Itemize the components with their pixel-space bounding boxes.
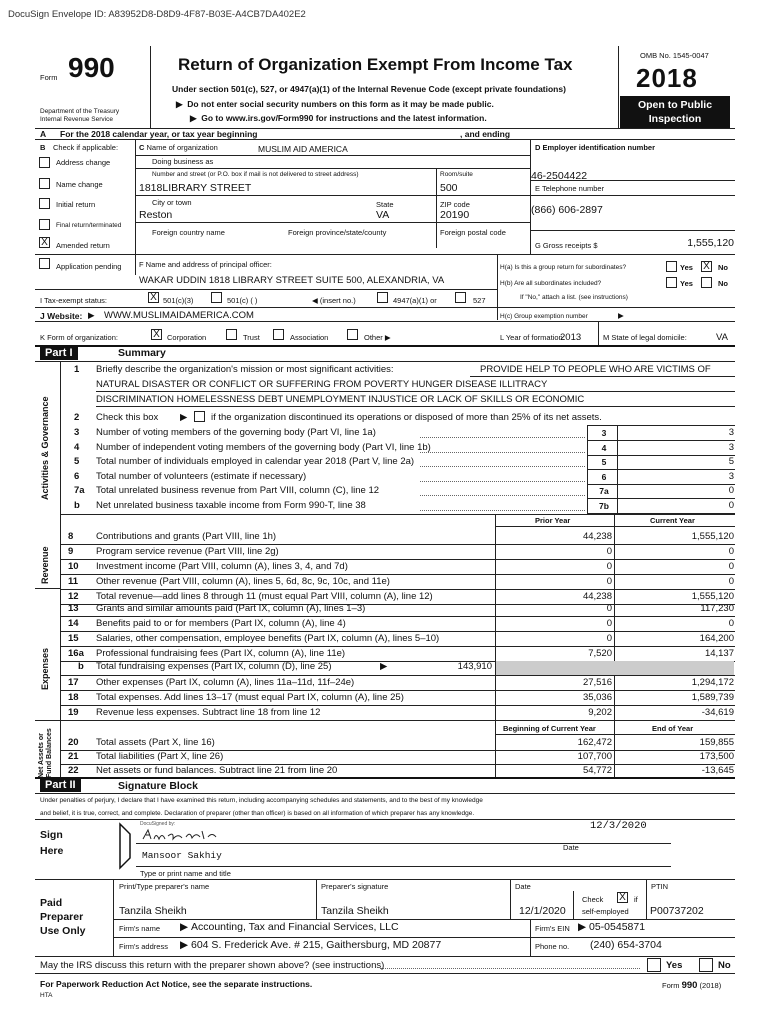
- exp2-current-value: 1,294,172: [691, 677, 734, 688]
- line-number: b: [74, 499, 80, 511]
- other-label: Other: [364, 333, 383, 342]
- net-current-value: 159,855: [699, 737, 734, 748]
- legal-domicile-label: M State of legal domicile:: [603, 333, 687, 342]
- exp-current-value: 117,230: [700, 603, 734, 614]
- self-employed-label: self-employed: [582, 907, 629, 916]
- gov-line-box: 7a: [599, 486, 609, 496]
- rev-prior-value: 44,238: [582, 591, 612, 602]
- address-change-label: Address change: [56, 158, 111, 167]
- foreign-postal-label: Foreign postal code: [440, 228, 506, 237]
- zip-value: 20190: [440, 209, 470, 221]
- preparer-label: Preparer: [40, 911, 84, 923]
- exp2-line-text: Other expenses (Part IX, column (A), lines 11a–11d, 11f–24e): [96, 677, 355, 688]
- discuss-yes-label: Yes: [666, 960, 683, 971]
- line-number: 10: [68, 561, 79, 572]
- rev-prior-value: 44,238: [582, 531, 612, 542]
- state-label: State: [376, 200, 394, 209]
- line-number: 16a: [68, 648, 84, 659]
- exp2-current-value: -34,619: [701, 707, 734, 718]
- group-return-yes-checkbox[interactable]: [666, 261, 677, 272]
- gov-line-value: 5: [728, 456, 734, 467]
- dba-label: Doing business as: [152, 157, 214, 166]
- phone-value: (866) 606-2897: [531, 204, 603, 216]
- net-current-value: -13,645: [701, 765, 734, 776]
- 501c3-checkbox[interactable]: X: [148, 292, 159, 303]
- 527-checkbox[interactable]: [455, 292, 466, 303]
- gov-line-box: 7b: [599, 500, 609, 511]
- subordinates-no-label: No: [718, 279, 728, 288]
- form-number: 990: [68, 52, 115, 83]
- preparer-date-label: Date: [515, 882, 531, 891]
- c-label: C: [139, 143, 145, 152]
- subordinates-yes-label: Yes: [680, 279, 693, 288]
- ssn-warning: Do not enter social security numbers on this form as it may be made public.: [187, 99, 494, 109]
- amended-return-label: Amended return: [56, 241, 110, 250]
- rev-prior-value: 0: [606, 546, 612, 557]
- line-number: 6: [74, 470, 80, 482]
- rev-current-value: 0: [728, 561, 734, 572]
- gov-line-text: Net unrelated business taxable income from Form 990-T, line 38: [96, 499, 366, 511]
- gov-line-text: Number of independent voting members of the governing body (Part VI, line 1b): [96, 441, 431, 453]
- exp-line-text: Professional fundraising fees (Part IX, column (A), line 11e): [96, 648, 346, 659]
- gov-line-value: 0: [728, 485, 734, 496]
- line-number: 21: [68, 751, 79, 762]
- 501c3-label: 501(c)(3): [163, 296, 194, 305]
- use-only-label: Use Only: [40, 925, 86, 937]
- insert-no-label: (insert no.): [319, 296, 356, 305]
- prior-year-header: Prior Year: [535, 516, 571, 525]
- omb-number: OMB No. 1545-0047: [640, 51, 709, 60]
- exp2-line-text: Revenue less expenses. Subtract line 18 from line 12: [96, 707, 321, 718]
- footer-form-number: 990: [681, 980, 698, 991]
- mission-line-2: NATURAL DISASTER OR CONFLICT OR SUFFERING FROM POVERTY HUNGER DISEASE ILLITRACY: [96, 379, 548, 390]
- trust-checkbox[interactable]: [226, 329, 237, 340]
- line-16b-value: 143,910: [457, 661, 492, 672]
- irs-discuss-question: May the IRS discuss this return with the preparer shown above? (see instructions): [40, 960, 385, 971]
- org-name-value: MUSLIM AID AMERICA: [258, 144, 348, 154]
- exp-line-text: Salaries, other compensation, employee benefits (Part IX, column (A), lines 5–10): [96, 633, 440, 644]
- line-number: 20: [68, 737, 79, 748]
- org-form-label: K Form of organization:: [40, 333, 118, 342]
- room-label: Room/suite: [440, 171, 473, 178]
- rev-current-value: 0: [728, 546, 734, 557]
- discontinued-checkbox[interactable]: [194, 411, 205, 422]
- form-label: Form: [40, 73, 58, 82]
- firm-phone-value: (240) 654-3704: [590, 939, 662, 951]
- gov-line-value: 3: [728, 427, 734, 438]
- officer-signature: [140, 827, 220, 843]
- expenses-side-label: Expenses: [40, 647, 50, 690]
- footer-form-label: Form: [662, 981, 680, 990]
- line-number: 9: [68, 546, 74, 557]
- gov-line-box: 3: [601, 428, 607, 438]
- discontinued-label: Check this box: [96, 412, 159, 423]
- line-number: 11: [68, 576, 79, 587]
- exp2-prior-value: 35,036: [582, 692, 612, 703]
- exp-prior-value: 7,520: [588, 648, 612, 659]
- ptin-value: P00737202: [650, 905, 704, 917]
- net-prior-value: 162,472: [577, 737, 612, 748]
- mission-line-1: PROVIDE HELP TO PEOPLE WHO ARE VICTIMS OF: [480, 364, 711, 375]
- net-prior-value: 54,772: [582, 765, 612, 776]
- ein-label: D Employer identification number: [535, 143, 656, 152]
- line-number: 22: [68, 765, 79, 776]
- org-name-label: Name of organization: [146, 143, 218, 152]
- website-label: J Website:: [40, 311, 83, 321]
- rev-line-text: Investment income (Part VIII, column (A), lines 3, 4, and 7d): [96, 561, 348, 572]
- gross-receipts-label: G Gross receipts $: [535, 241, 598, 250]
- firm-address-label: Firm's address: [119, 942, 168, 951]
- line-number: 18: [68, 692, 79, 703]
- line-number: 3: [74, 427, 80, 438]
- net-assets-side-label: Net Assets or Fund Balances: [38, 728, 53, 778]
- sign-label: Sign: [40, 829, 63, 841]
- gov-line-value: 3: [728, 441, 734, 453]
- phone-label: E Telephone number: [535, 184, 605, 193]
- 527-label: 527: [473, 296, 486, 305]
- end-of-year-header: End of Year: [652, 724, 694, 733]
- here-label: Here: [40, 845, 64, 857]
- gov-line-text: Total unrelated business revenue from Part VIII, column (C), line 12: [96, 485, 380, 496]
- irs-link[interactable]: Go to www.irs.gov/Form990 for instructions and the latest information.: [201, 113, 487, 123]
- group-exemption-label: H(c) Group exemption number: [500, 313, 588, 320]
- gov-line-text: Number of voting members of the governing body (Part VI, line 1a): [96, 427, 376, 438]
- preparer-signature-label: Preparer's signature: [321, 882, 389, 891]
- legal-domicile-value: VA: [716, 332, 728, 343]
- net-line-text: Net assets or fund balances. Subtract line 21 from line 20: [96, 765, 338, 776]
- rev-current-value: 1,555,120: [691, 591, 734, 602]
- rev-line-text: Total revenue—add lines 8 through 11 (must equal Part VIII, column (A), line 12): [96, 591, 433, 602]
- foreign-country-label: Foreign country name: [152, 228, 225, 237]
- state-value: VA: [376, 209, 390, 221]
- arrow-icon: ▶: [380, 661, 388, 672]
- mission-label: Briefly describe the organization's mission or most significant activities:: [96, 364, 394, 375]
- line-number: 15: [68, 633, 79, 644]
- initial-return-label: Initial return: [56, 200, 96, 209]
- rev-prior-value: 0: [606, 561, 612, 572]
- beginning-year-header: Beginning of Current Year: [503, 724, 596, 733]
- address-change-checkbox[interactable]: [39, 157, 50, 168]
- rev-line-text: Contributions and grants (Part VIII, line 1h): [96, 531, 277, 542]
- exp2-current-value: 1,589,739: [691, 692, 734, 703]
- hta-label: HTA: [40, 992, 53, 999]
- mission-line-3: DISCRIMINATION HOMELESSNESS DEBT UNEMPLOYMENT INJUSTICE OR LACK OF SKILLS OR ECONOMIC: [96, 394, 585, 405]
- principal-officer-label: F Name and address of principal officer:: [139, 260, 272, 269]
- form-subtitle: Under section 501(c), 527, or 4947(a)(1) of the Internal Revenue Code (except private foundations): [172, 84, 566, 94]
- group-return-no-checkbox[interactable]: X: [701, 261, 712, 272]
- self-employed-if: if: [634, 895, 638, 904]
- other-checkbox[interactable]: [347, 329, 358, 340]
- amended-return-checkbox[interactable]: X: [39, 237, 50, 248]
- gov-line-value: 3: [728, 470, 734, 482]
- exp-line-text: Grants and similar amounts paid (Part IX, column (A), lines 1–3): [96, 603, 366, 614]
- group-return-question: H(a) Is this a group return for subordinates?: [500, 264, 627, 271]
- b-check-label: Check if applicable:: [53, 143, 119, 152]
- preparer-signature-value: Tanzila Sheikh: [321, 905, 389, 917]
- self-employed-checkbox[interactable]: X: [617, 892, 628, 903]
- line-16b-text: Total fundraising expenses (Part IX, column (D), line 25): [96, 661, 332, 672]
- subordinates-no-checkbox[interactable]: [701, 277, 712, 288]
- line-number: 8: [68, 531, 74, 542]
- sign-arrow-icon: [118, 822, 132, 872]
- exp-prior-value: 0: [606, 633, 612, 644]
- row-a-text: For the 2018 calendar year, or tax year beginning: [60, 129, 258, 139]
- association-checkbox[interactable]: [273, 329, 284, 340]
- net-line-text: Total assets (Part X, line 16): [96, 737, 215, 748]
- firm-ein-label: Firm's EIN: [535, 924, 570, 933]
- activities-side-label: Activities & Governance: [40, 396, 50, 500]
- principal-officer-value: WAKAR UDDIN 1818 LIBRARY STREET SUITE 500, ALEXANDRIA, VA: [139, 275, 445, 286]
- envelope-id: DocuSign Envelope ID: A83952D8-D8D9-4F87-B03E-A4CB7DA402E2: [8, 9, 306, 20]
- sign-date-value: 12/3/2020: [590, 820, 647, 832]
- street-label: Number and street (or P.O. box if mail is not delivered to street address): [152, 171, 359, 178]
- rev-current-value: 0: [728, 576, 734, 587]
- association-label: Association: [290, 333, 329, 342]
- net-line-text: Total liabilities (Part X, line 26): [96, 751, 224, 762]
- city-value: Reston: [139, 209, 173, 221]
- gov-line-text: Total number of volunteers (estimate if necessary): [96, 470, 307, 482]
- exp-prior-value: 0: [606, 618, 612, 629]
- gross-receipts-value: 1,555,120: [687, 237, 734, 249]
- exp2-line-text: Total expenses. Add lines 13–17 (must equal Part IX, column (A), line 25): [96, 692, 404, 703]
- firm-name-label: Firm's name: [119, 924, 161, 933]
- discontinued-text: if the organization discontinued its operations or disposed of more than 25% of its net assets.: [211, 412, 602, 423]
- 501c-checkbox[interactable]: [211, 292, 222, 303]
- corporation-checkbox[interactable]: X: [151, 329, 162, 340]
- open-to-public-badge: Open to Public Inspection: [620, 96, 730, 128]
- rev-current-value: 1,555,120: [691, 531, 734, 542]
- dept-line1: Department of the Treasury: [40, 108, 120, 115]
- gov-line-box: 6: [601, 471, 607, 482]
- docusigned-by: DocuSigned by:: [140, 821, 176, 827]
- corporation-label: Corporation: [167, 333, 207, 342]
- firm-ein-value: 05-0545871: [589, 921, 646, 933]
- rev-prior-value: 0: [606, 576, 612, 587]
- application-pending-checkbox[interactable]: [39, 258, 50, 269]
- declaration-line-1: Under penalties of perjury, I declare that I have examined this return, including accompanying schedules and statements, and to the best of my knowledge: [40, 797, 483, 804]
- subordinates-question: H(b) Are all subordinates included?: [500, 280, 602, 287]
- self-employed-check-label: Check: [582, 895, 604, 904]
- sign-date-label: Date: [563, 843, 579, 852]
- formation-year-label: L Year of formation:: [500, 333, 565, 342]
- part-1-tag: Part I: [40, 347, 78, 360]
- attach-list-note: If "No," attach a list. (see instructions): [520, 294, 628, 301]
- preparer-name-label: Print/Type preparer's name: [119, 882, 210, 891]
- net-prior-value: 107,700: [577, 751, 612, 762]
- application-pending-label: Application pending: [56, 262, 122, 271]
- zip-label: ZIP code: [440, 200, 470, 209]
- signer-name: Mansoor Sakhiy: [142, 850, 222, 861]
- final-return-label: Final return/terminated: [56, 222, 122, 229]
- declaration-line-2: and belief, it is true, correct, and complete. Declaration of preparer (other than officer) is based on all information of which preparer has any knowledge.: [40, 810, 475, 817]
- name-change-label: Name change: [56, 180, 103, 189]
- firm-address-value: 604 S. Frederick Ave. # 215, Gaithersburg, MD 20877: [191, 939, 442, 951]
- street-value: 1818LIBRARY STREET: [139, 182, 252, 194]
- formation-year-value: 2013: [560, 332, 582, 343]
- form-title: Return of Organization Exempt From Income Tax: [178, 55, 573, 74]
- line-number: 14: [68, 618, 79, 629]
- city-label: City or town: [152, 198, 192, 207]
- rev-line-text: Program service revenue (Part VIII, line 2g): [96, 546, 279, 557]
- line-number: 19: [68, 707, 79, 718]
- initial-return-checkbox[interactable]: [39, 198, 50, 209]
- 501c-label: 501(c) ( ): [227, 296, 258, 305]
- row-a-label: A: [40, 129, 47, 139]
- paid-label: Paid: [40, 897, 63, 909]
- exp2-prior-value: 9,202: [588, 707, 612, 718]
- exp-prior-value: 0: [606, 603, 612, 614]
- dept-line2: Internal Revenue Service: [40, 116, 113, 123]
- exp-current-value: 164,200: [699, 633, 734, 644]
- line-number: 12: [68, 591, 79, 602]
- rev-line-text: Other revenue (Part VIII, column (A), lines 5, 6d, 8c, 9c, 10c, and 11e): [96, 576, 390, 587]
- line-number: 7a: [74, 485, 85, 496]
- group-return-yes-label: Yes: [680, 263, 693, 272]
- group-return-no-label: No: [718, 263, 728, 272]
- type-name-label: Type or print name and title: [140, 869, 231, 878]
- 4947a1-checkbox[interactable]: [377, 292, 388, 303]
- preparer-name-value: Tanzila Sheikh: [119, 905, 187, 917]
- part-2-tag: Part II: [40, 779, 81, 792]
- final-return-checkbox[interactable]: [39, 219, 50, 230]
- trust-label: Trust: [243, 333, 260, 342]
- line-number: 4: [74, 441, 80, 453]
- discuss-no-checkbox[interactable]: [699, 958, 713, 972]
- line-number: 17: [68, 677, 79, 688]
- gov-line-text: Total number of individuals employed in calendar year 2018 (Part V, line 2a): [96, 456, 415, 467]
- tax-year: 2018: [636, 63, 698, 93]
- firm-phone-label: Phone no.: [535, 942, 570, 951]
- exp2-prior-value: 27,516: [582, 677, 612, 688]
- b-label: B: [40, 143, 46, 152]
- current-year-header: Current Year: [650, 516, 695, 525]
- exp-current-value: 0: [728, 618, 734, 629]
- preparer-date-value: 12/1/2020: [519, 905, 566, 917]
- subordinates-yes-checkbox[interactable]: [666, 277, 677, 288]
- room-value: 500: [440, 182, 458, 194]
- ptin-label: PTIN: [651, 882, 669, 891]
- line-number: 13: [68, 603, 79, 614]
- line-number: 5: [74, 456, 80, 467]
- discuss-yes-checkbox[interactable]: [647, 958, 661, 972]
- exp-current-value: 14,137: [704, 648, 734, 659]
- foreign-province-label: Foreign province/state/county: [288, 228, 387, 237]
- row-a-ending: , and ending: [460, 129, 511, 139]
- gov-line-value: 0: [728, 499, 734, 511]
- 4947a1-label: 4947(a)(1) or: [393, 296, 437, 305]
- gov-line-box: 5: [601, 457, 607, 467]
- net-current-value: 173,500: [699, 751, 734, 762]
- part-2-title: Signature Block: [118, 780, 198, 792]
- revenue-side-label: Revenue: [40, 546, 50, 584]
- website-value[interactable]: WWW.MUSLIMAIDAMERICA.COM: [104, 310, 254, 321]
- name-change-checkbox[interactable]: [39, 178, 50, 189]
- ein-value: 46-2504422: [531, 170, 588, 182]
- firm-name-value: Accounting, Tax and Financial Services, LLC: [191, 921, 399, 933]
- line-number-16b: b: [78, 661, 84, 672]
- part-1-title: Summary: [118, 347, 166, 359]
- footer-form-year: (2018): [699, 981, 722, 990]
- tax-exempt-label: I Tax-exempt status:: [40, 296, 107, 305]
- paperwork-notice: For Paperwork Reduction Act Notice, see the separate instructions.: [40, 979, 313, 989]
- discuss-no-label: No: [718, 960, 731, 971]
- gov-line-box: 4: [601, 442, 607, 453]
- exp-line-text: Benefits paid to or for members (Part IX, column (A), line 4): [96, 618, 346, 629]
